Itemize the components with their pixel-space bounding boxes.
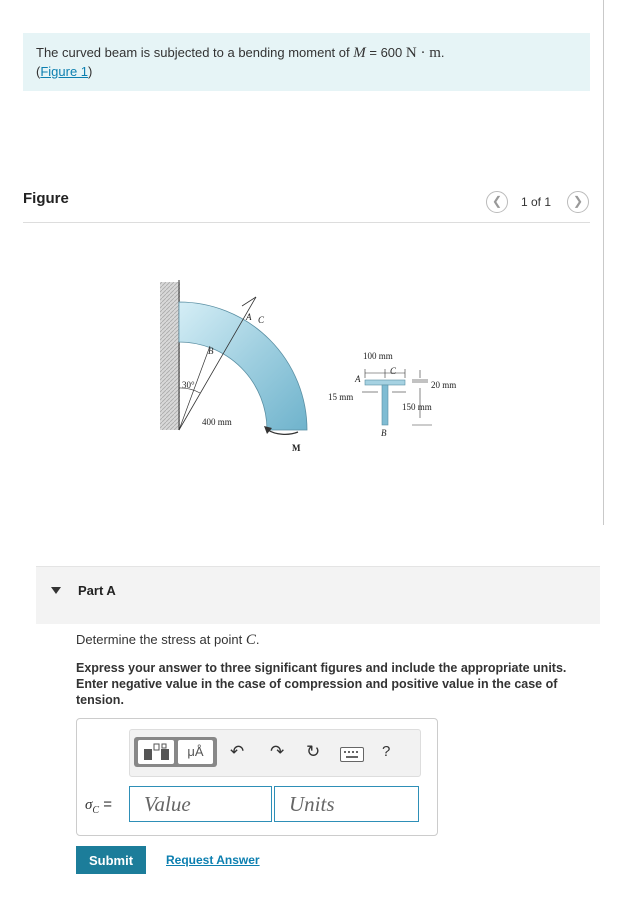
chevron-left-icon: ❮ [491, 194, 503, 208]
figure-title: Figure [23, 190, 69, 207]
height-dim-label: 150 mm [402, 402, 432, 412]
point-a-label: A [246, 312, 252, 322]
t-section-web [382, 385, 388, 425]
question-text: Determine the stress at point C. [76, 632, 260, 648]
submit-button[interactable]: Submit [76, 846, 146, 874]
beam-figure [150, 270, 480, 470]
help-button[interactable]: ? [382, 743, 391, 760]
flange-dim-label: 20 mm [431, 380, 457, 390]
problem-text: The curved beam is subjected to a bending moment of M = 600 N · m. [36, 45, 445, 61]
units-input[interactable] [274, 786, 419, 822]
keyboard-icon[interactable] [340, 747, 364, 762]
value-input[interactable] [129, 786, 272, 822]
figure-link-row: (Figure 1) [36, 64, 93, 79]
moment-label: M [292, 443, 301, 453]
wall-support [160, 282, 180, 430]
next-figure-button[interactable] [567, 191, 589, 213]
template-button[interactable] [138, 740, 174, 764]
toolbar-group [134, 737, 217, 767]
undo-icon[interactable]: ↶ [230, 742, 245, 761]
pager-text: 1 of 1 [521, 195, 552, 209]
caret-down-icon [51, 587, 61, 594]
part-a-header[interactable] [36, 566, 600, 624]
part-a-title: Part A [78, 583, 116, 598]
chevron-right-icon: ❯ [572, 194, 584, 208]
right-divider [603, 0, 604, 525]
sigma-c-label: $\sigma_C$ = [85, 796, 113, 816]
template-icon [138, 740, 174, 764]
radius-label: 400 mm [202, 417, 232, 427]
figure-link[interactable]: Figure 1 [40, 64, 89, 79]
section-c-label: C [390, 366, 397, 376]
point-c-label: C [258, 315, 265, 325]
section-b-label: B [381, 428, 387, 438]
web-thickness-label: 15 mm [328, 392, 354, 402]
curved-beam [179, 302, 307, 430]
request-answer-link[interactable]: Request Answer [166, 853, 260, 867]
figure-divider [23, 222, 590, 223]
prev-figure-button[interactable] [486, 191, 508, 213]
units-button[interactable]: μÅ [178, 740, 213, 764]
math-toolbar [129, 729, 421, 777]
section-tick [242, 297, 256, 306]
redo-icon[interactable]: ↷ [270, 742, 285, 761]
angle-label: 30° [182, 380, 195, 390]
problem-statement [23, 33, 590, 91]
instruction-text: Express your answer to three significant figures and include the appropriate units. Enter negative value in the case of compression and positive value in the case of tension. [76, 661, 567, 707]
point-b-label: B [208, 346, 214, 356]
section-a-label: A [355, 374, 361, 384]
width-dim-label: 100 mm [363, 351, 393, 361]
t-section-flange [365, 380, 405, 385]
reset-icon[interactable]: ↻ [306, 742, 321, 761]
answer-box [76, 718, 438, 836]
moment-arrow [268, 430, 298, 434]
